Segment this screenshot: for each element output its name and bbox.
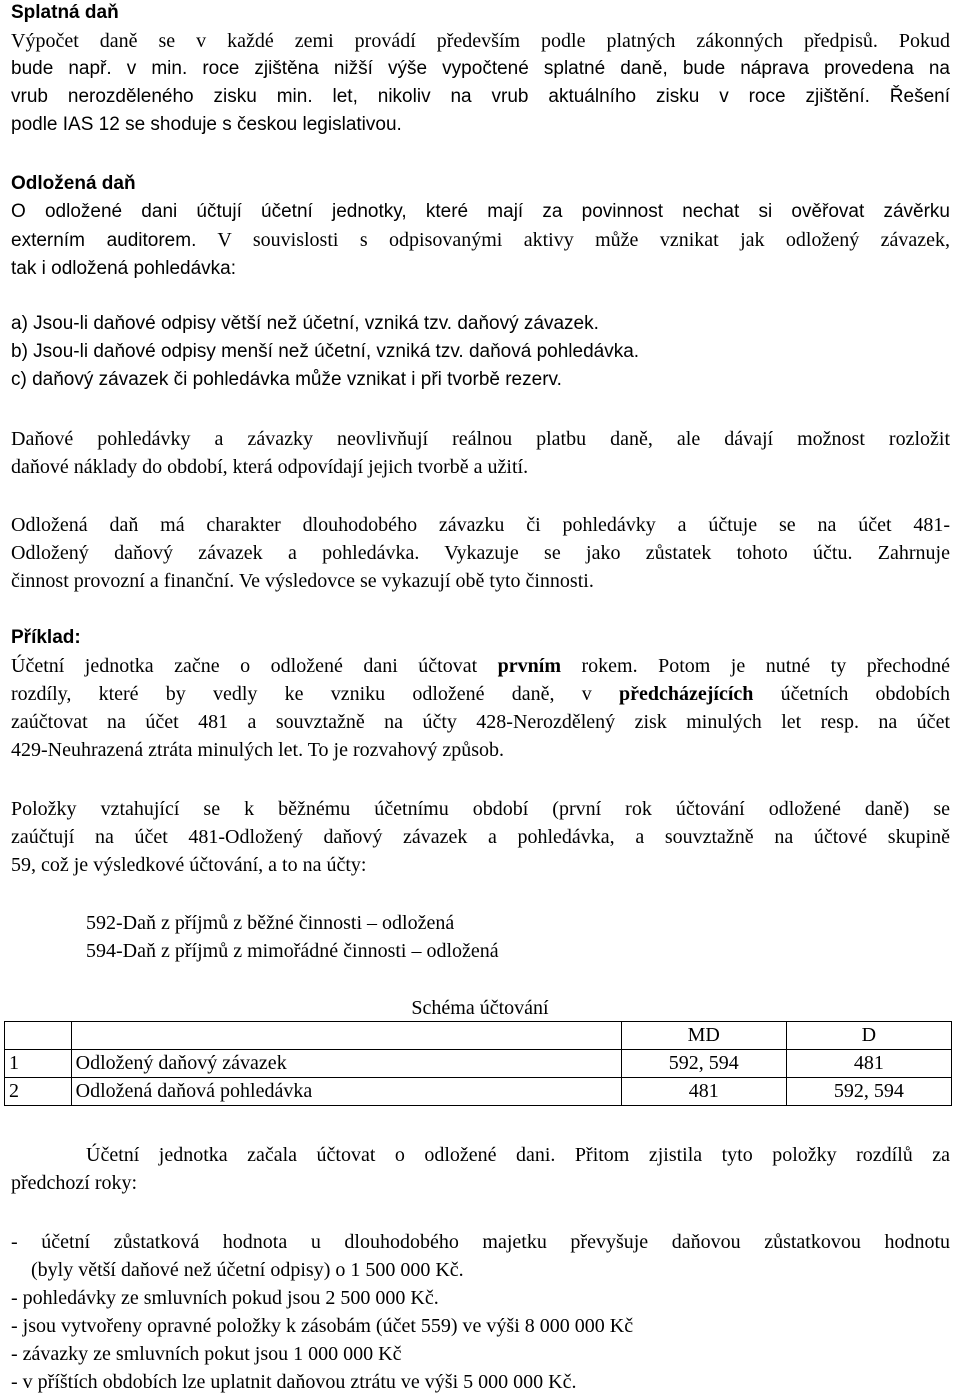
paragraph-polozky [11, 795, 950, 879]
paragraph-line: předchozí roky: [11, 1172, 138, 1194]
account-line: 594-Daň z příjmů z mimořádné činnosti – odložená [86, 940, 499, 962]
row-number: 2 [5, 1078, 72, 1106]
heading-odlozena-dan: Odložená daň [11, 173, 136, 194]
section-priklad [11, 624, 950, 764]
schema-title: Schéma účtování [411, 997, 549, 1019]
list-item: b) Jsou-li daňové odpisy menší než účetní, vzniká tzv. daňová pohledávka. [11, 341, 640, 362]
paragraph-line: Odložená daň má charakter dlouhodobého závazku či pohledávky a účtuje se na účet 481- [11, 514, 950, 536]
header-d: D [786, 1022, 951, 1050]
heading-priklad: Příklad: [11, 627, 81, 648]
bullet-item: - závazky ze smluvních pokut jsou 1 000 000 Kč [11, 1343, 402, 1365]
table-header-row [5, 1022, 952, 1050]
paragraph-line: podle IAS 12 se shoduje s českou legislativou. [11, 114, 402, 135]
list-abc [11, 310, 950, 394]
table-row [5, 1078, 952, 1106]
row-md: 592, 594 [621, 1050, 786, 1078]
paragraph-pohledavky [11, 425, 950, 481]
paragraph-line: Účetní jednotka začala účtovat o odložené dani. Přitom zjistila tyto položky rozdílů za [86, 1144, 950, 1166]
table-cell [71, 1022, 621, 1050]
paragraph-line: činnost provozní a finanční. Ve výsledovce se vykazují obě tyto činnosti. [11, 570, 594, 592]
account-line: 592-Daň z příjmů z běžné činnosti – odložená [86, 912, 455, 934]
text-span-bold: předcházejících [618, 683, 754, 705]
paragraph-line: Daňové pohledávky a závazky neovlivňují reálnou platbu daně, ale dávají možnost rozložit [11, 428, 950, 450]
text-span: Účetní jednotka začne o odložené dani účtovat [11, 655, 498, 677]
list-item: a) Jsou-li daňové odpisy větší než účetní, vzniká tzv. daňový závazek. [11, 313, 599, 334]
row-d: 592, 594 [786, 1078, 951, 1106]
table-row [5, 1050, 952, 1078]
paragraph-zadani [11, 1141, 950, 1197]
paragraph-line [11, 652, 950, 680]
text-span: rokem. Potom je nutné ty přechodné [560, 655, 950, 677]
paragraph-line: vrub nerozděleného zisku min. let, nikoliv na vrub aktuálního zisku v roce zjištění. Řešení [11, 86, 950, 107]
paragraph-line: zaúčtují na účet 481-Odložený daňový závazek a pohledávka, a souvztažně na účtové skupině [11, 826, 950, 848]
section-splatna-dan [11, 0, 950, 139]
row-md: 481 [621, 1078, 786, 1106]
row-name: Odložený daňový závazek [71, 1050, 621, 1078]
paragraph-line: tak i odložená pohledávka: [11, 258, 236, 279]
heading-splatna-dan: Splatná daň [11, 2, 119, 23]
section-odlozena-dan [11, 170, 950, 283]
text-span: rozdíly, které by vedly ke vzniku odložené daně, v [11, 683, 619, 705]
paragraph-line [11, 680, 950, 708]
bullet-item-continuation: (byly větší daňové než účetní odpisy) o 1 500 000 Kč. [31, 1259, 464, 1281]
text-span: externím auditorem. [11, 230, 197, 251]
bullet-item: - účetní zůstatková hodnota u dlouhodobého majetku převyšuje daňovou zůstatkovou hodnotu [11, 1231, 950, 1253]
paragraph-line: 429-Neuhrazená ztráta minulých let. To je rozvahový způsob. [11, 739, 505, 761]
text-span-bold: prvním [497, 655, 561, 677]
schema-table [4, 1021, 952, 1106]
bullet-item: - v příštích obdobích lze uplatnit daňovou ztrátu ve výši 5 000 000 Kč. [11, 1371, 577, 1393]
paragraph-line: bude např. v min. roce zjištěna nižší výše vypočtené splatné daně, bude náprava provedena na [11, 58, 950, 79]
text-span: účetních obdobích [753, 683, 950, 705]
paragraph-line: 59, což je výsledkové účtování, a to na účty: [11, 854, 367, 876]
bullet-item: - jsou vytvořeny opravné položky k zásobám (účet 559) ve výši 8 000 000 Kč [11, 1315, 634, 1337]
paragraph-line: daňové náklady do období, která odpovídají jejich tvorbě a užití. [11, 456, 529, 478]
list-item: c) daňový závazek či pohledávka může vznikat i při tvorbě rezerv. [11, 369, 562, 390]
paragraph-line: zaúčtovat na účet 481 a souvztažně na účty 428-Nerozdělený zisk minulých let resp. na účet [11, 711, 950, 733]
header-md: MD [621, 1022, 786, 1050]
bullet-item: - pohledávky ze smluvních pokud jsou 2 500 000 Kč. [11, 1287, 439, 1309]
row-number: 1 [5, 1050, 72, 1078]
paragraph-line: O odložené dani účtují účetní jednotky, které mají za povinnost nechat si ověřovat závěrku [11, 201, 950, 222]
paragraph-line: Položky vztahující se k běžnému účetnímu období (první rok účtování odložené daně) se [11, 798, 950, 820]
paragraph-line: Odložený daňový závazek a pohledávka. Vykazuje se jako zůstatek tohoto účtu. Zahrnuje [11, 542, 950, 564]
row-name: Odložená daňová pohledávka [71, 1078, 621, 1106]
row-d: 481 [786, 1050, 951, 1078]
table-cell [5, 1022, 72, 1050]
paragraph-charakter [11, 511, 950, 595]
text-span: V souvislosti s odpisovanými aktivy může vznikat jak odložený závazek, [196, 229, 950, 251]
paragraph-line [11, 226, 950, 255]
bullet-list [11, 1228, 950, 1396]
paragraph-line: Výpočet daně se v každé zemi provádí především podle platných zákonných předpisů. Pokud [11, 30, 950, 52]
